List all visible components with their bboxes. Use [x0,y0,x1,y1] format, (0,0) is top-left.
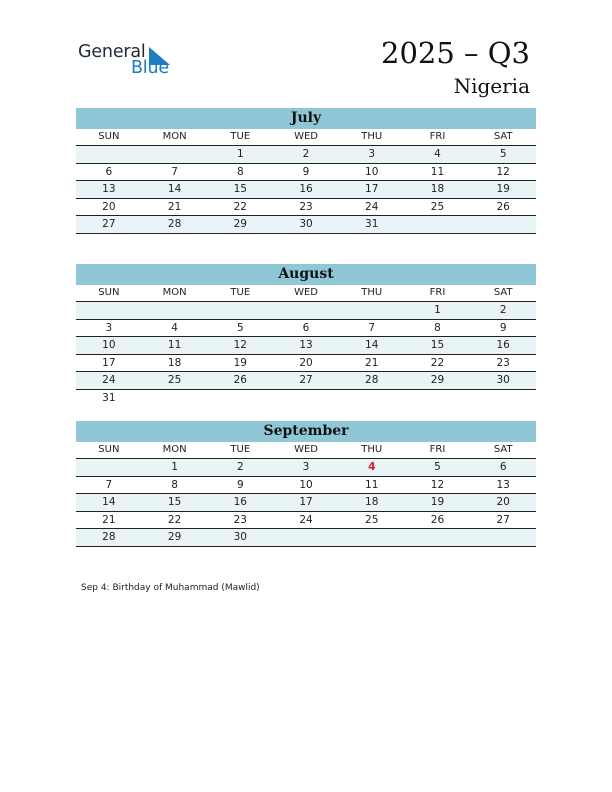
day-cell: 10 [365,165,379,178]
week-row [76,199,536,217]
weekday-label: SAT [493,444,513,455]
holiday-note: Sep 4: Birthday of Muhammad (Mawlid) [81,583,260,593]
week-row [76,390,536,407]
month-title: August [76,264,536,285]
day-cell: 30 [496,374,510,386]
day-cell: 26 [233,374,247,386]
day-cell: 3 [368,148,376,160]
empty-day-cell [405,390,471,407]
weekday-label: THU [361,287,383,298]
day-cell: 13 [299,339,313,351]
day-cell: 11 [167,339,182,351]
day-cell: 20 [102,200,116,213]
day-cell: 23 [299,200,313,213]
day-cell: 25 [365,513,379,526]
day-cell: 10 [299,478,313,491]
empty-day-cell [76,146,142,163]
day-cell: 21 [102,513,116,526]
weekday-label: FRI [429,131,446,142]
week-row [76,355,536,373]
empty-day-cell [273,390,339,407]
day-cell: 14 [167,183,182,195]
day-cell: 2 [302,148,310,160]
weekday-label: TUE [230,287,251,298]
day-cell: 13 [496,478,510,491]
day-cell: 28 [102,531,116,543]
page-subtitle: Nigeria [453,74,530,98]
day-cell: 26 [430,513,445,526]
day-cell: 12 [233,339,247,351]
day-cell: 9 [499,321,507,334]
day-cell: 25 [430,200,445,213]
day-cell: 16 [299,183,313,195]
day-cell: 7 [105,478,113,491]
month-september [76,421,536,547]
day-cell: 16 [233,496,247,508]
week-row [76,302,536,320]
day-cell: 12 [430,478,445,491]
weekday-label: SUN [98,287,120,298]
empty-day-cell [470,390,536,407]
empty-day-cell [405,529,471,546]
empty-day-cell [470,216,536,233]
day-cell: 18 [365,496,379,508]
week-row [76,372,536,390]
day-cell: 29 [430,374,445,386]
day-cell: 4 [171,321,178,334]
day-cell: 14 [102,496,116,508]
day-cell: 19 [430,496,445,508]
week-row [76,337,536,355]
weekday-label: SAT [493,131,513,142]
day-cell: 3 [105,321,113,334]
day-cell: 2 [236,461,244,473]
weekday-header-row [76,442,536,459]
day-cell: 17 [365,183,379,195]
day-cell: 20 [496,496,510,508]
empty-day-cell [76,459,142,476]
day-cell: 8 [171,478,178,491]
day-cell: 11 [365,478,379,491]
day-cell: 6 [499,461,507,473]
day-cell: 4 [434,148,441,160]
month-july [76,108,536,234]
month-title: July [76,108,536,129]
week-row [76,494,536,512]
day-cell: 29 [167,531,182,543]
weekday-label: MON [162,131,187,142]
week-row [76,320,536,338]
empty-day-cell [207,302,273,319]
day-cell: 9 [236,478,244,491]
empty-day-cell [405,216,471,233]
logo-text-general: General [78,42,146,62]
day-cell: 24 [299,513,313,526]
day-cell: 30 [299,218,313,230]
page-title: 2025 – Q3 [381,36,530,70]
weekday-label: WED [294,131,318,142]
day-cell: 6 [302,321,310,334]
day-cell: 15 [430,339,445,351]
day-cell: 3 [302,461,310,473]
day-cell: 25 [167,374,182,386]
day-cell: 10 [102,339,116,351]
day-cell: 30 [233,531,247,543]
day-cell: 16 [496,339,510,351]
day-cell: 21 [365,356,379,369]
empty-day-cell [470,529,536,546]
day-cell: 23 [233,513,247,526]
day-cell: 9 [302,165,310,178]
day-cell: 17 [102,356,116,369]
day-cell: 24 [102,374,116,386]
day-cell: 1 [236,148,244,160]
holiday-day-cell: 4 [368,461,376,473]
day-cell: 22 [167,513,182,526]
day-cell: 7 [368,321,376,334]
day-cell: 19 [233,356,247,369]
empty-day-cell [142,302,208,319]
weekday-label: FRI [429,287,446,298]
week-row [76,164,536,182]
day-cell: 23 [496,356,510,369]
weekday-label: SAT [493,287,513,298]
weekday-label: TUE [230,444,251,455]
day-cell: 15 [233,183,247,195]
weekday-header-row [76,285,536,302]
day-cell: 13 [102,183,116,195]
day-cell: 14 [365,339,379,351]
logo-text-blue: Blue [131,58,169,78]
day-cell: 21 [167,200,182,213]
empty-day-cell [207,390,273,407]
week-row [76,459,536,477]
empty-day-cell [76,302,142,319]
month-august [76,264,536,406]
day-cell: 18 [430,183,445,195]
day-cell: 8 [236,165,244,178]
day-cell: 5 [236,321,244,334]
empty-day-cell [273,529,339,546]
empty-day-cell [273,302,339,319]
month-title: September [76,421,536,442]
empty-day-cell [142,390,208,407]
weekday-label: THU [361,131,383,142]
weekday-label: THU [361,444,383,455]
day-cell: 2 [499,304,507,316]
day-cell: 22 [430,356,445,369]
weekday-label: TUE [230,131,251,142]
day-cell: 31 [365,218,379,230]
day-cell: 11 [430,165,445,178]
day-cell: 18 [167,356,182,369]
day-cell: 5 [499,148,507,160]
week-row [76,181,536,199]
week-row [76,477,536,495]
day-cell: 31 [102,391,116,404]
day-cell: 29 [233,218,247,230]
day-cell: 5 [434,461,441,473]
day-cell: 20 [299,356,313,369]
day-cell: 15 [167,496,182,508]
day-cell: 28 [365,374,379,386]
day-cell: 1 [434,304,441,316]
day-cell: 6 [105,165,113,178]
weekday-label: WED [294,444,318,455]
logo [78,42,188,82]
weekday-header-row [76,129,536,146]
day-cell: 12 [496,165,510,178]
day-cell: 1 [171,461,178,473]
empty-day-cell [339,302,405,319]
weekday-label: MON [162,444,187,455]
day-cell: 8 [434,321,441,334]
weekday-label: FRI [429,444,446,455]
weekday-label: SUN [98,131,120,142]
week-row [76,216,536,234]
day-cell: 27 [102,218,116,230]
day-cell: 17 [299,496,313,508]
weekday-label: MON [162,287,187,298]
day-cell: 27 [299,374,313,386]
day-cell: 24 [365,200,379,213]
day-cell: 26 [496,200,510,213]
day-cell: 28 [167,218,182,230]
weekday-label: WED [294,287,318,298]
week-row [76,512,536,530]
week-row [76,529,536,547]
day-cell: 19 [496,183,510,195]
week-row [76,146,536,164]
empty-day-cell [339,529,405,546]
empty-day-cell [339,390,405,407]
weekday-label: SUN [98,444,120,455]
day-cell: 22 [233,200,247,213]
empty-day-cell [142,146,208,163]
day-cell: 27 [496,513,510,526]
day-cell: 7 [171,165,178,178]
